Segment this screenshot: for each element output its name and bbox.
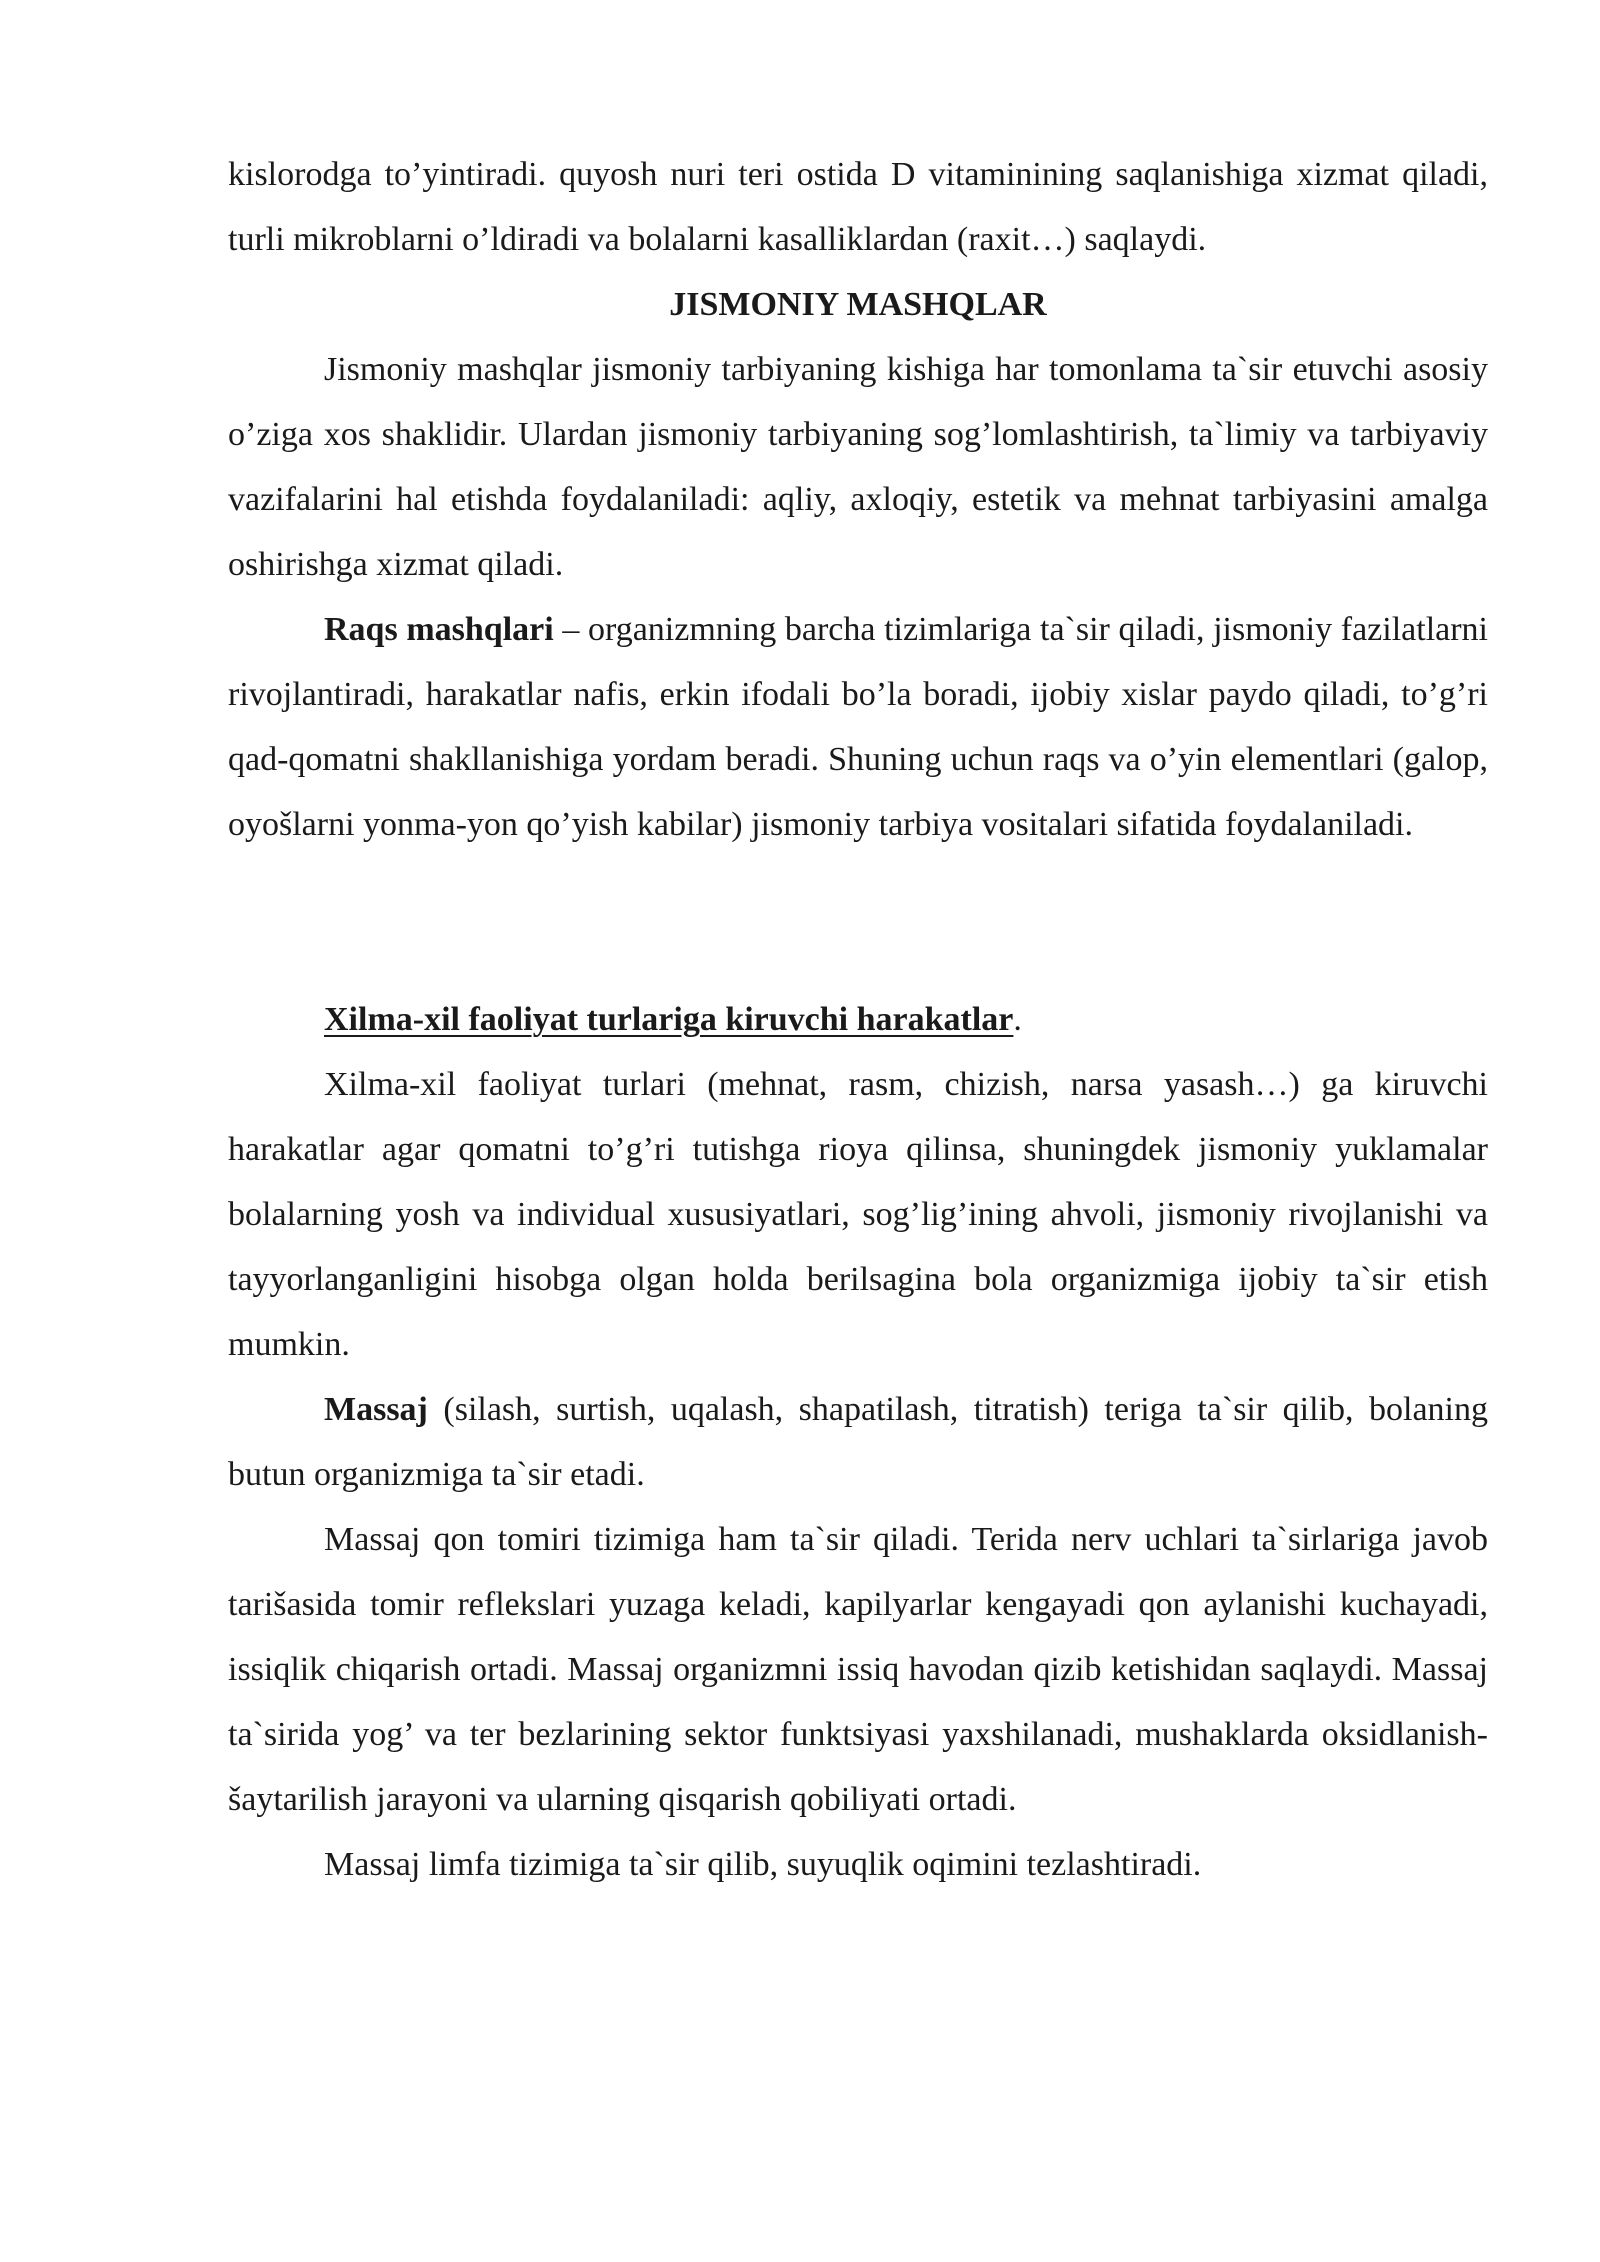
massaj-text: (silash, surtish, uqalash, shapatilash, titratish) teriga ta`sir qilib, bolaning butun organizmiga ta`sir etadi. — [228, 1391, 1488, 1493]
paragraph-jismoniy-mashqlar: Jismoniy mashqlar jismoniy tarbiyaning kishiga har tomonlama ta`sir etuvchi asosiy o’ziga xos shaklidir. Ulardan jismoniy tarbiyaning sog’lomlashtirish, ta`limiy va tarbiyaviy vazifalarini hal etishda foydalaniladi: aqliy, axloqiy, estetik va mehnat tarbiyasini amalga oshirishga xizmat qiladi. — [228, 351, 1488, 583]
paragraph-raqs-mashqlari — [228, 597, 1488, 857]
paragraph-massaj-qon-tomiri: Massaj qon tomiri tizimiga ham ta`sir qiladi. Terida nerv uchlari ta`sirlariga javob tarišasida tomir reflekslari yuzaga keladi, kapilyarlar kengayadi qon aylanishi kuchayadi, issiqlik chiqarish ortadi. Massaj organizmni issiq havodan qizib ketishidan saqlaydi. Massaj ta`sirida yog’ va ter bezlarining sektor funktsiyasi yaxshilanadi, mushaklarda oksidlanish-šaytarilish jarayoni va ularning qisqarish qobiliyati ortadi. — [228, 1521, 1488, 1818]
subheading-xilma-xil: Xilma-xil faoliyat turlariga kiruvchi harakatlar — [324, 1001, 1014, 1038]
paragraph-xilma-xil-faoliyat: Xilma-xil faoliyat turlari (mehnat, rasm, chizish, narsa yasash…) ga kiruvchi harakatlar agar qomatni to’g’ri tutishga rioya qilinsa, shuningdek jismoniy yuklamalar bolalarning yosh va individual xususiyatlari, sog’lig’ining ahvoli, jismoniy rivojlanishi va tayyorlanganligini hisobga olgan holda berilsagina bola organizmiga ijobiy ta`sir etish mumkin. — [228, 1066, 1488, 1363]
vertical-spacer — [228, 857, 1488, 987]
subheading-period: . — [1013, 1001, 1022, 1038]
paragraph-massaj — [228, 1377, 1488, 1507]
subheading-line — [228, 987, 1488, 1052]
paragraph-massaj-limfa: Massaj limfa tizimiga ta`sir qilib, suyuqlik oqimini tezlashtiradi. — [324, 1846, 1202, 1883]
document-page — [228, 142, 1488, 1897]
intro-paragraph: kislorodga to’yintiradi. quyosh nuri teri ostida D vitaminining saqlanishiga xizmat qiladi, turli mikroblarni o’ldiradi va bolalarni kasalliklardan (raxit…) saqlaydi. — [228, 156, 1488, 258]
term-massaj: Massaj — [324, 1391, 428, 1428]
raqs-mashqlari-text: – organizmning barcha tizimlariga ta`sir qiladi, jismoniy fazilatlarni rivojlantiradi, harakatlar nafis, erkin ifodali bo’la boradi, ijobiy xislar paydo qiladi, to’g’ri qad-qomatni shakllanishiga yordam beradi. Shuning uchun raqs va o’yin elementlari (galop, oyošlarni yonma-yon qo’yish kabilar) jismoniy tarbiya vositalari sifatida foydalaniladi. — [228, 611, 1488, 843]
term-raqs-mashqlari: Raqs mashqlari — [324, 611, 554, 648]
section-heading-jismoniy-mashqlar: JISMONIY MASHQLAR — [669, 286, 1047, 323]
